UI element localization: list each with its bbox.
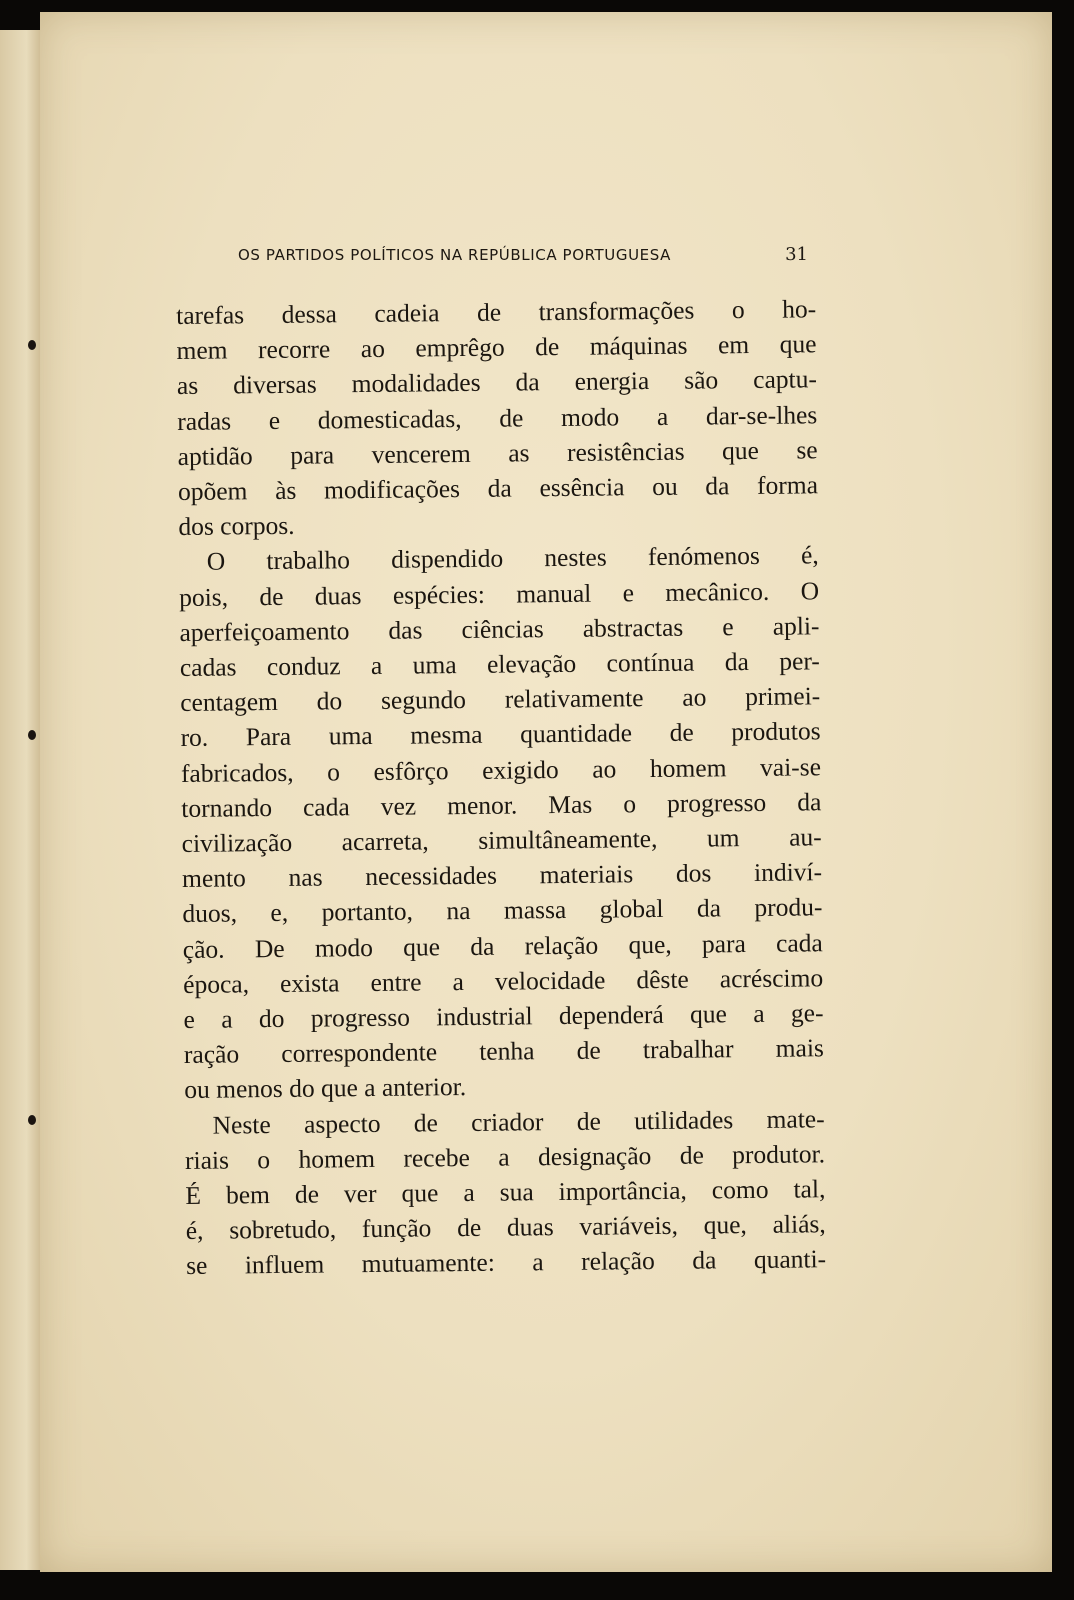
text-line: mem recorre ao emprêgo de máquinas em que [176, 329, 817, 366]
page-number: 31 [785, 244, 808, 265]
text-line: radas e domesticadas, de modo a dar-se-lhes [177, 399, 818, 436]
text-line: mento nas necessidades materiais dos indiví- [181, 857, 823, 894]
text-line: se influem mutuamente: a relação da quanti- [185, 1244, 827, 1281]
text-line: ou menos do que a anterior. [184, 1072, 467, 1105]
edge-mark [28, 1115, 36, 1125]
text-line: fabricados, o esfôrço exigido ao homem vai-se [180, 751, 822, 788]
running-head [238, 244, 808, 265]
text-line: ro. Para uma mesma quantidade de produtos [180, 716, 821, 753]
body-text [176, 291, 826, 1283]
text-line: riais o homem recebe a designação de produtor. [184, 1139, 826, 1175]
text-line: civilização acarreta, simultâneamente, um au- [181, 822, 822, 859]
text-line: e a do progresso industrial dependerá que a ge- [183, 998, 824, 1035]
edge-mark [28, 340, 36, 350]
text-line: tornando cada vez menor. Mas o progresso da [181, 787, 822, 823]
text-line: duos, e, portanto, na massa global da produ- [182, 892, 823, 929]
text-line: ção. De modo que da relação que, para cada [182, 927, 823, 964]
text-line: pois, de duas espécies: manual e mecânico. O [178, 575, 820, 612]
text-line: ração correspondente tenha de trabalhar mais [183, 1033, 825, 1070]
edge-mark [28, 730, 36, 740]
text-line: época, exista entre a velocidade dêste acréscimo [183, 963, 824, 999]
text-line: é, sobretudo, função de duas variáveis, que, aliás, [185, 1209, 826, 1246]
paragraph-start: Neste aspecto de criador de utilidades mate- [212, 1103, 825, 1140]
text-line: aperfeiçoamento das ciências abstractas e apli- [179, 611, 820, 647]
text-line: aptidão para vencerem as resistências que se [177, 435, 818, 471]
running-title: OS PARTIDOS POLÍTICOS NA REPÚBLICA PORTUGUESA [238, 246, 672, 264]
text-line: as diversas modalidades da energia são captu- [176, 364, 818, 401]
paragraph-start: O trabalho dispendido nestes fenómenos é, [206, 540, 819, 577]
text-line: cadas conduz a uma elevação contínua da per- [179, 646, 820, 683]
text-line: tarefas dessa cadeia de transformações o ho- [176, 294, 817, 330]
text-line: dos corpos. [178, 510, 295, 542]
text-line: opõem às modificações da essência ou da forma [177, 470, 819, 507]
text-line: centagem do segundo relativamente ao primei- [180, 681, 821, 718]
text-line: É bem de ver que a sua importância, como tal, [185, 1174, 826, 1211]
